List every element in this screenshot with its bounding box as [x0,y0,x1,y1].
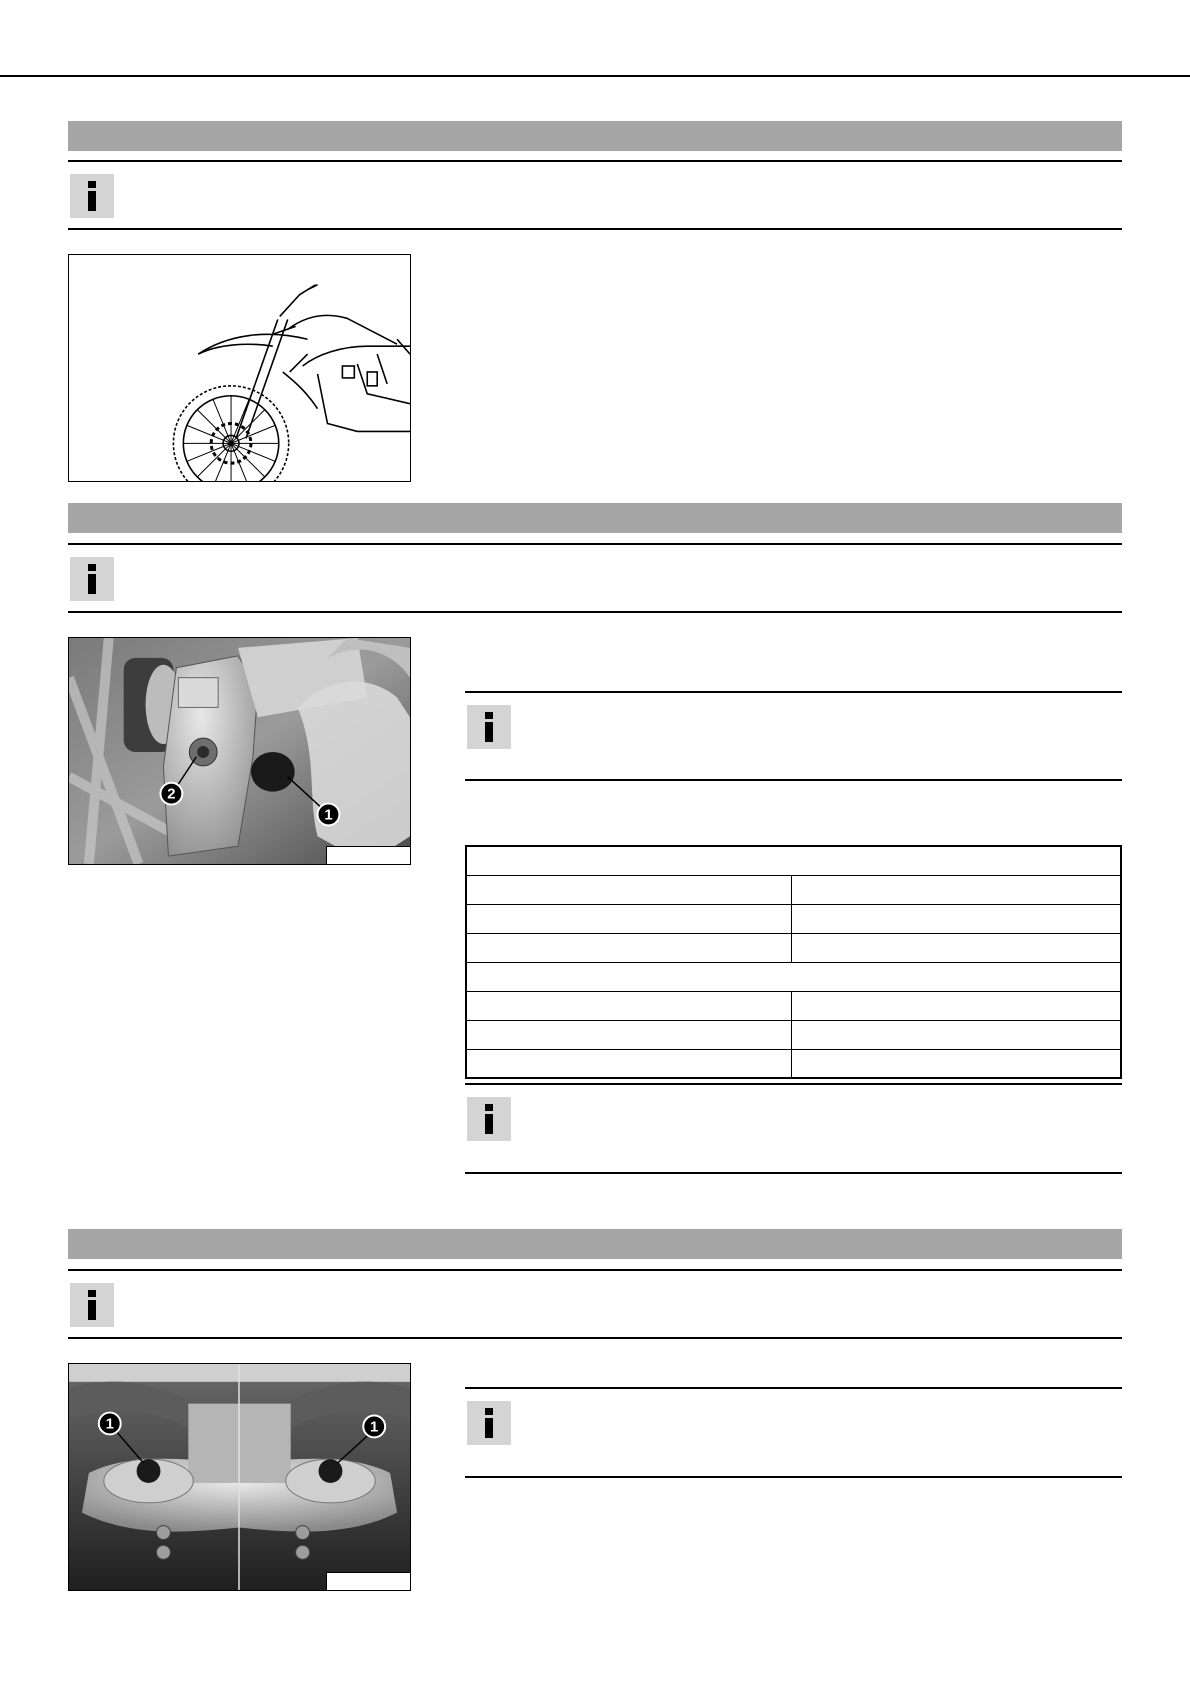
info-note [465,1083,1122,1174]
figure-number-box [326,846,410,864]
info-icon [467,1401,511,1445]
table-cell [466,875,791,904]
section-heading-bar [68,121,1122,151]
table-cell [791,991,1121,1020]
table-cell [466,904,791,933]
table-header-row [466,962,1121,991]
info-icon [70,557,114,601]
marker-1: 1 [324,807,333,824]
section-heading-bar [68,1229,1122,1259]
table-row [466,875,1121,904]
table-cell [466,1049,791,1078]
table-cell [791,904,1121,933]
fork-top-photo [68,1363,411,1591]
table-cell [791,933,1121,962]
motorcycle-line-drawing [68,254,411,482]
table-cell [466,933,791,962]
info-icon [467,1097,511,1141]
page-top-rule [0,75,1190,77]
figure-number-box [326,1572,410,1590]
table-cell [791,1049,1121,1078]
table-cell [466,991,791,1020]
info-note [465,691,1122,781]
spec-table [465,845,1122,1079]
table-header-row [466,846,1121,875]
fork-top-image [69,1364,410,1590]
fork-adjuster-photo [68,637,411,865]
fork-adjuster-image [69,638,410,864]
marker-2: 2 [167,786,176,803]
info-note [68,1269,1122,1339]
motorcycle-illustration [69,255,410,481]
table-cell [791,875,1121,904]
table-cell [466,846,1121,875]
table-row [466,904,1121,933]
table-cell [466,1020,791,1049]
info-note [465,1387,1122,1478]
marker-1-left: 1 [105,1416,114,1433]
table-cell [791,1020,1121,1049]
table-row [466,933,1121,962]
section-heading-bar [68,503,1122,533]
table-row [466,1049,1121,1078]
marker-1-right: 1 [370,1419,379,1436]
info-icon [70,174,114,218]
table-row [466,1020,1121,1049]
info-icon [70,1283,114,1327]
info-note [68,160,1122,230]
info-note [68,543,1122,613]
info-icon [467,705,511,749]
table-cell [466,962,1121,991]
table-row [466,991,1121,1020]
